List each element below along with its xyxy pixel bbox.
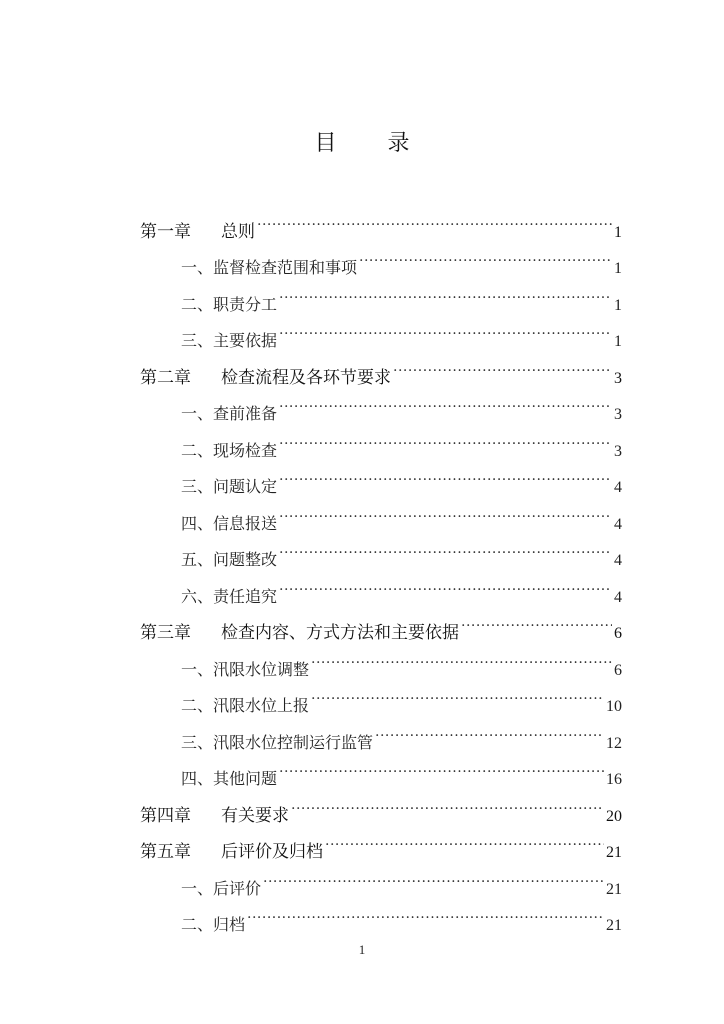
section-title: 后评价 xyxy=(213,878,262,898)
toc-page-number: 12 xyxy=(606,734,622,752)
toc-page-number: 16 xyxy=(606,771,622,788)
dot-leader xyxy=(279,456,612,493)
toc-page-number: 3 xyxy=(614,442,622,460)
toc-page-number: 6 xyxy=(614,661,622,679)
chapter-title: 总则 xyxy=(221,221,255,242)
section-title: 汛限水位上报 xyxy=(213,696,310,715)
section-title: 职责分工 xyxy=(213,294,278,314)
toc-chapter-entry[interactable] xyxy=(140,200,622,242)
section-number: 三、 xyxy=(181,331,214,350)
chapter-number: 第一章 xyxy=(140,221,191,242)
dot-leader xyxy=(279,383,612,420)
section-number: 二、 xyxy=(181,294,214,314)
section-number: 一、 xyxy=(181,404,214,423)
dot-leader xyxy=(311,675,604,712)
section-title: 信息报送 xyxy=(213,513,278,533)
toc-page-number: 4 xyxy=(614,588,622,606)
chapter-number: 第五章 xyxy=(140,842,191,862)
dot-leader xyxy=(291,784,604,821)
dot-leader xyxy=(325,821,604,858)
section-title: 汛限水位调整 xyxy=(213,659,310,679)
toc-page-number: 1 xyxy=(614,223,622,241)
section-number: 二、 xyxy=(181,440,214,460)
section-number: 二、 xyxy=(181,696,214,715)
section-title: 责任追究 xyxy=(213,586,278,606)
toc-page-number: 4 xyxy=(614,552,622,569)
dot-leader xyxy=(257,200,612,237)
section-number: 四、 xyxy=(181,769,214,788)
table-of-contents xyxy=(140,200,622,934)
toc-page-number: 4 xyxy=(614,479,622,496)
section-title: 归档 xyxy=(213,915,246,934)
dot-leader xyxy=(247,894,604,931)
chapter-title: 后评价及归档 xyxy=(221,842,323,862)
dot-leader xyxy=(279,748,604,785)
chapter-title: 检查流程及各环节要求 xyxy=(221,367,391,388)
section-number: 三、 xyxy=(181,477,214,496)
section-title: 问题认定 xyxy=(213,477,278,496)
toc-page-number: 1 xyxy=(614,260,622,277)
section-number: 四、 xyxy=(181,513,214,533)
dot-leader xyxy=(393,346,612,383)
toc-page-number: 6 xyxy=(614,625,622,642)
section-title: 查前准备 xyxy=(213,404,278,423)
section-title: 主要依据 xyxy=(213,331,278,350)
toc-page-number: 1 xyxy=(614,333,622,350)
toc-page-number: 1 xyxy=(614,296,622,314)
section-title: 汛限水位控制运行监管 xyxy=(213,732,374,752)
dot-leader xyxy=(279,273,612,310)
dot-leader xyxy=(311,638,612,675)
section-title: 监督检查范围和事项 xyxy=(213,258,358,277)
page-title: 目 录 xyxy=(314,131,432,156)
section-title: 其他问题 xyxy=(213,769,278,788)
section-title: 问题整改 xyxy=(213,550,278,569)
toc-page-number: 21 xyxy=(606,880,622,898)
dot-leader xyxy=(279,565,612,602)
toc-page-number: 21 xyxy=(606,844,622,861)
dot-leader xyxy=(279,529,612,566)
section-number: 一、 xyxy=(181,659,214,679)
chapter-number: 第二章 xyxy=(140,367,191,388)
dot-leader xyxy=(263,857,604,894)
toc-page-number: 4 xyxy=(614,515,622,533)
toc-page-number: 3 xyxy=(614,406,622,423)
section-number: 一、 xyxy=(181,878,214,898)
dot-leader xyxy=(375,711,604,748)
section-number: 三、 xyxy=(181,732,214,752)
dot-leader xyxy=(461,602,612,639)
toc-page-number: 10 xyxy=(606,698,622,715)
dot-leader xyxy=(279,419,612,456)
section-number: 二、 xyxy=(181,915,214,934)
toc-page-number: 3 xyxy=(614,369,622,387)
chapter-title: 检查内容、方式方法和主要依据 xyxy=(221,623,459,643)
chapter-number: 第三章 xyxy=(140,623,191,643)
dot-leader xyxy=(359,237,612,274)
dot-leader xyxy=(279,310,612,347)
section-number: 五、 xyxy=(181,550,214,569)
section-number: 六、 xyxy=(181,586,214,606)
section-title: 现场检查 xyxy=(213,440,278,460)
chapter-title: 有关要求 xyxy=(221,805,289,826)
dot-leader xyxy=(279,492,612,529)
chapter-number: 第四章 xyxy=(140,805,191,826)
footer-page-number: 1 xyxy=(358,942,366,957)
section-number: 一、 xyxy=(181,258,214,277)
toc-page-number: 21 xyxy=(606,917,622,934)
toc-page-number: 20 xyxy=(606,807,622,825)
